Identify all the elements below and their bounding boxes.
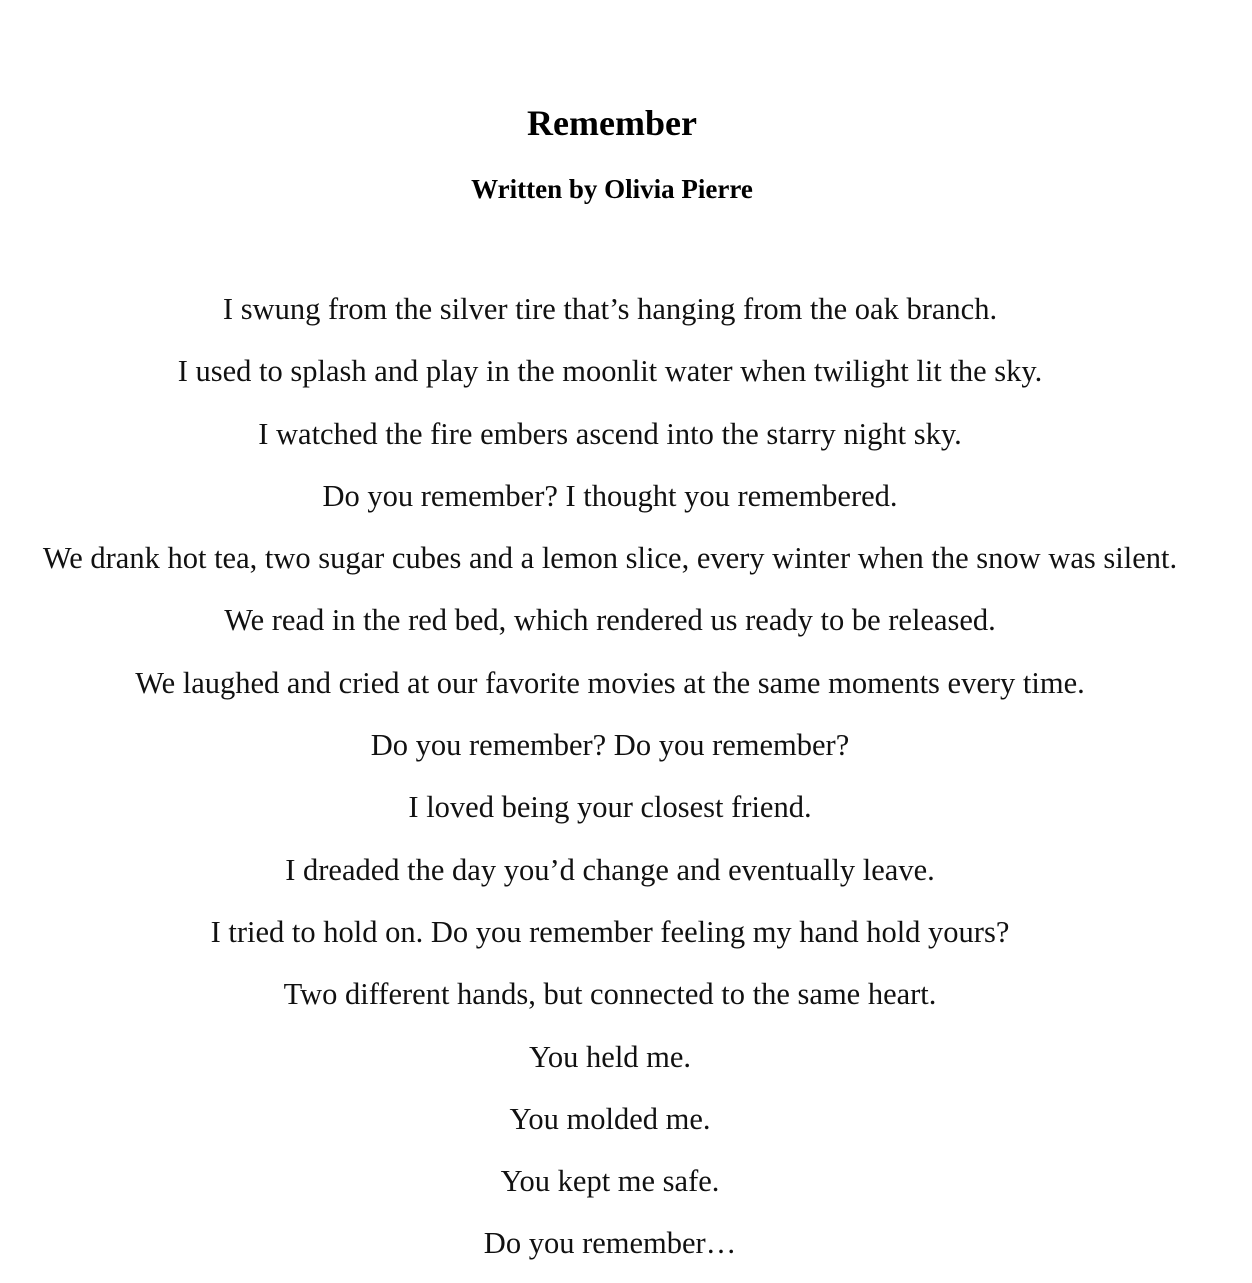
poem-line: I tried to hold on. Do you remember feeling my hand hold yours? [210,914,1010,949]
poem-line: You held me. [528,1039,692,1074]
poem-line: We read in the red bed, which rendered us ready to be released. [224,603,996,638]
poem-line: I swung from the silver tire that’s hanging from the oak branch. [222,292,998,326]
poem-body [0,286,1220,1283]
author-byline: Written by Olivia Pierre [471,174,753,204]
poem-line: Do you remember? Do you remember? [370,728,850,763]
poem-line: We laughed and cried at our favorite movies at the same moments every time. [135,665,1085,700]
poem-line: I used to splash and play in the moonlit water when twilight lit the sky. [177,354,1043,389]
poem-line: You kept me safe. [500,1164,720,1199]
poem-line: I loved being your closest friend. [408,790,812,825]
poem-line: I watched the fire embers ascend into the starry night sky. [258,416,962,451]
poem-line: I dreaded the day you’d change and eventually leave. [285,852,935,887]
poem-line: Do you remember? I thought you remembered. [322,478,898,513]
poem-title: Remember [527,103,697,143]
poem-line: Do you remember… [483,1226,737,1261]
poem-line: Two different hands, but connected to the same heart. [283,977,937,1012]
poem-line: We drank hot tea, two sugar cubes and a lemon slice, every winter when the snow was silent. [42,541,1178,576]
poem-line: You molded me. [509,1101,711,1136]
